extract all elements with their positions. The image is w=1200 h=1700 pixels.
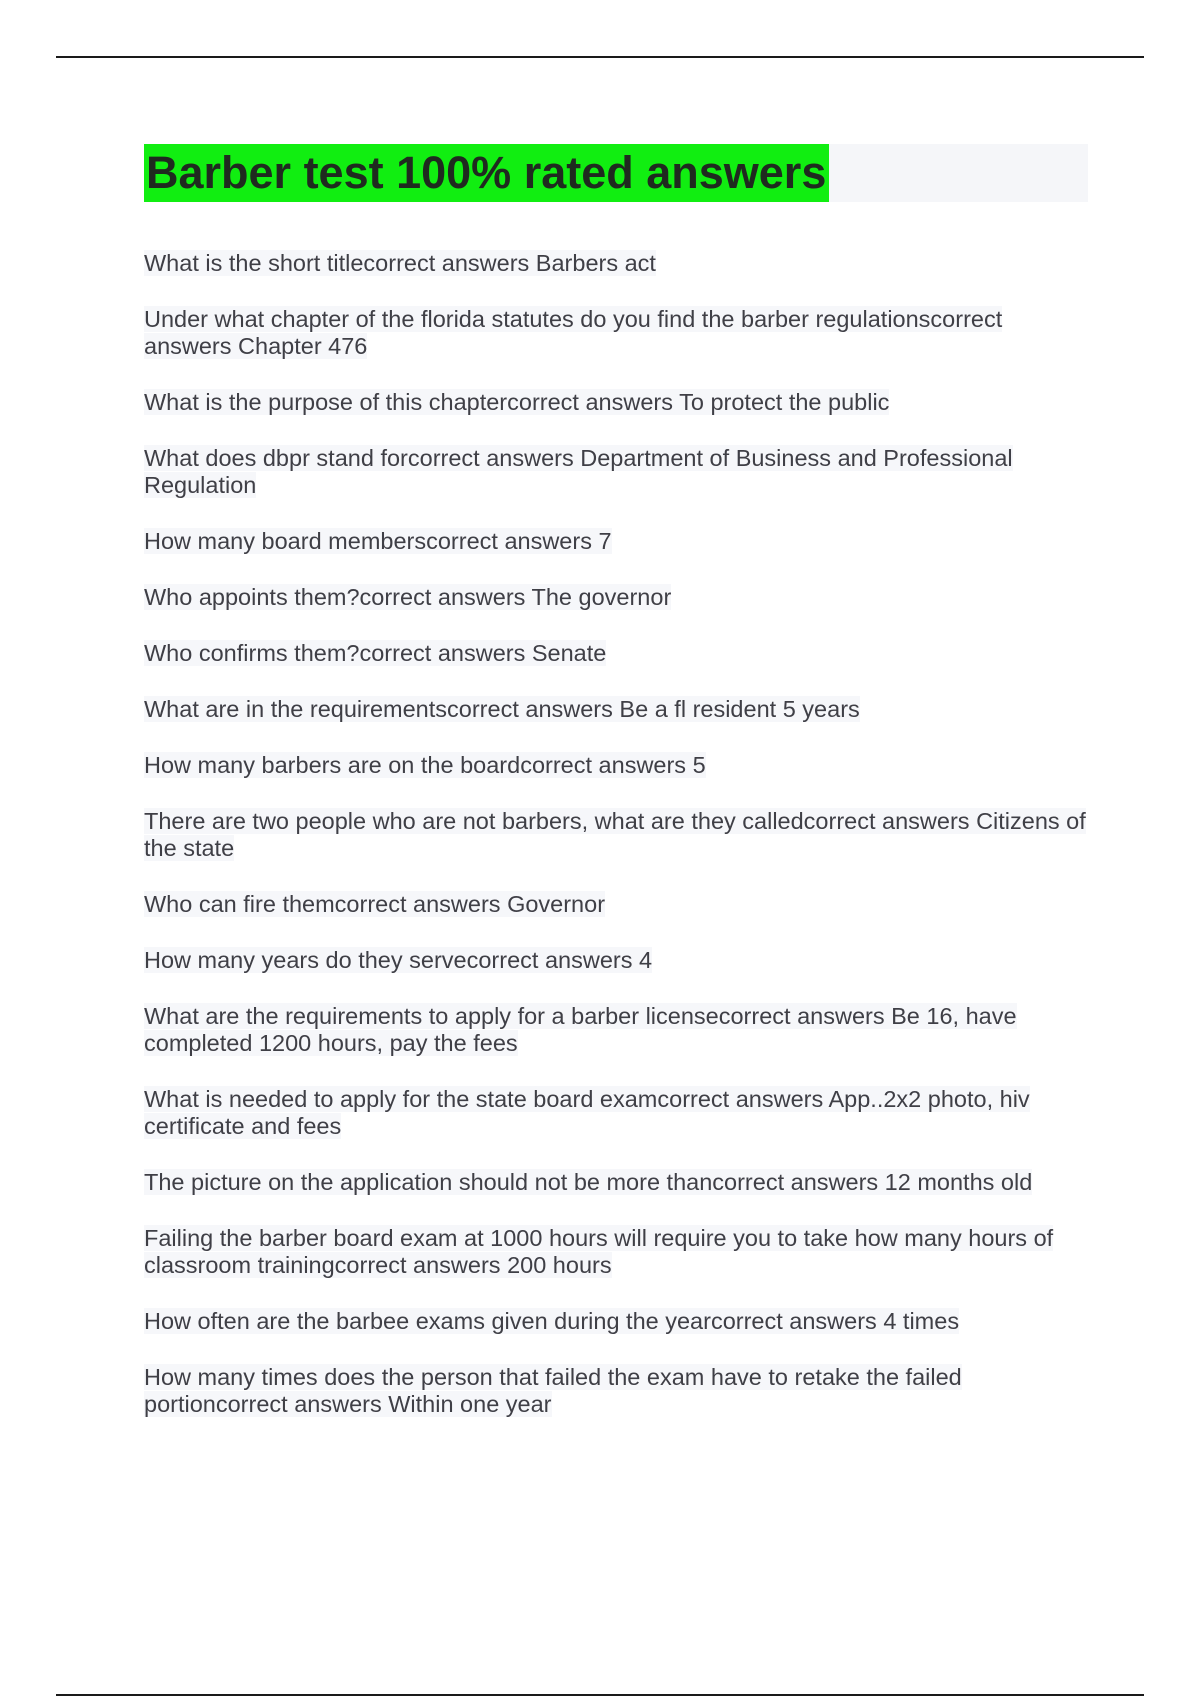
qa-item: [144, 640, 1088, 667]
qa-text: What is the purpose of this chaptercorrect answers To protect the public: [144, 389, 890, 415]
qa-item: [144, 1086, 1088, 1140]
qa-text: How many barbers are on the boardcorrect answers 5: [144, 752, 706, 778]
qa-item: [144, 584, 1088, 611]
qa-text: What are in the requirementscorrect answers Be a fl resident 5 years: [144, 696, 860, 722]
qa-text: Who can fire themcorrect answers Governor: [144, 891, 606, 917]
qa-text: The picture on the application should not be more thancorrect answers 12 months old: [144, 1169, 1033, 1195]
header-rule: [56, 56, 1144, 58]
qa-item: [144, 808, 1088, 862]
qa-item: [144, 445, 1088, 499]
qa-text: How many years do they servecorrect answers 4: [144, 947, 653, 973]
qa-item: [144, 891, 1088, 918]
qa-item: [144, 1003, 1088, 1057]
qa-item: [144, 1169, 1088, 1196]
qa-text: How often are the barbee exams given during the yearcorrect answers 4 times: [144, 1308, 960, 1334]
qa-list: [144, 250, 1088, 1418]
qa-text: How many times does the person that failed the exam have to retake the failed portioncorrect answers Within one year: [144, 1364, 962, 1417]
footer-rule: [56, 1694, 1144, 1696]
qa-item: [144, 306, 1088, 360]
qa-item: [144, 696, 1088, 723]
qa-item: [144, 528, 1088, 555]
qa-item: [144, 1225, 1088, 1279]
qa-text: Failing the barber board exam at 1000 hours will require you to take how many hours of classroom trainingcorrect answers 200 hours: [144, 1225, 1054, 1278]
qa-text: Who appoints them?correct answers The governor: [144, 584, 672, 610]
title-band: [144, 144, 1088, 202]
qa-item: [144, 1308, 1088, 1335]
qa-text: How many board memberscorrect answers 7: [144, 528, 612, 554]
qa-text: What are the requirements to apply for a barber licensecorrect answers Be 16, have completed 1200 hours, pay the fees: [144, 1003, 1017, 1056]
document-body: [144, 144, 1088, 1447]
document-title: Barber test 100% rated answers: [144, 144, 829, 202]
qa-item: [144, 250, 1088, 277]
qa-text: What is the short titlecorrect answers Barbers act: [144, 250, 656, 276]
qa-text: Under what chapter of the florida statutes do you find the barber regulationscorrect answers Chapter 476: [144, 306, 1003, 359]
qa-text: There are two people who are not barbers, what are they calledcorrect answers Citizens of the state: [144, 808, 1086, 861]
qa-text: Who confirms them?correct answers Senate: [144, 640, 607, 666]
qa-text: What does dbpr stand forcorrect answers Department of Business and Professional Regulation: [144, 445, 1013, 498]
qa-item: [144, 1364, 1088, 1418]
qa-item: [144, 947, 1088, 974]
qa-text: What is needed to apply for the state board examcorrect answers App..2x2 photo, hiv certificate and fees: [144, 1086, 1030, 1139]
qa-item: [144, 752, 1088, 779]
qa-item: [144, 389, 1088, 416]
